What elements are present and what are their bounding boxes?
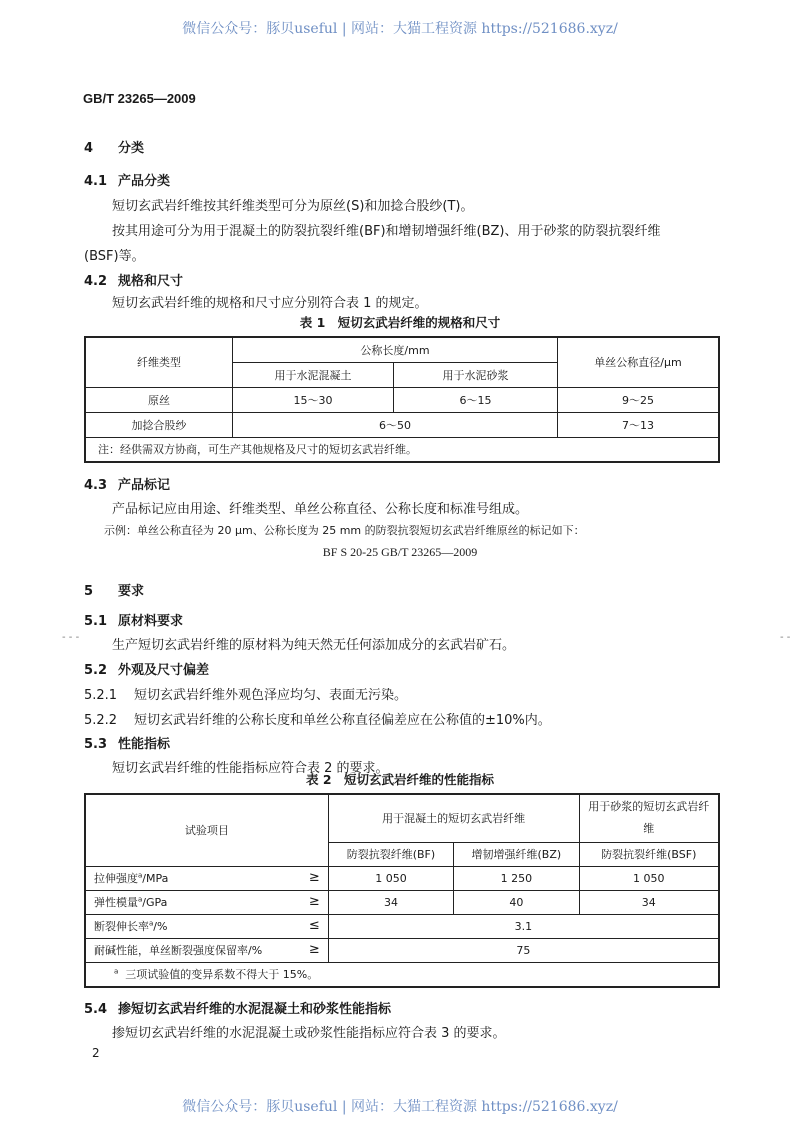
cell-type: 加捻合股纱 xyxy=(85,412,233,437)
table-1 xyxy=(84,336,720,463)
paragraph: 产品标记应由用途、纤维类型、单丝公称直径、公称长度和标准号组成。 xyxy=(112,502,529,517)
table-note: 注：经供需双方协商，可生产其他规格及尺寸的短切玄武岩纤维。 xyxy=(85,437,719,462)
comparison-operator: ≤ xyxy=(308,918,320,933)
section-title: 分类 xyxy=(118,141,145,156)
paragraph: 按其用途可分为用于混凝土的防裂抗裂纤维(BF)和增韧增强纤维(BZ)、用于砂浆的防裂抗裂纤维 xyxy=(112,224,661,239)
section-title: 外观及尺寸偏差 xyxy=(118,663,210,678)
cell-item xyxy=(85,890,328,914)
section-4-1-heading xyxy=(84,170,170,189)
comparison-operator: ≥ xyxy=(308,942,320,957)
section-title: 要求 xyxy=(118,584,145,599)
table-row xyxy=(85,412,719,437)
table-row xyxy=(85,890,719,914)
paragraph: 短切玄武岩纤维按其纤维类型可分为原丝(S)和加捻合股纱(T)。 xyxy=(112,199,474,214)
section-5-2-heading xyxy=(84,659,209,678)
example-mark: BF S 20-25 GB/T 23265—2009 xyxy=(322,545,478,559)
table-footnote xyxy=(85,962,719,987)
footnote-mark: a xyxy=(114,967,119,976)
comparison-operator: ≥ xyxy=(308,894,320,909)
section-5-3-heading xyxy=(84,733,170,752)
footnote-text: 三项试验值的变异系数不得大于 15%。 xyxy=(125,968,319,982)
section-title: 性能指标 xyxy=(118,737,171,752)
cell-bz: 40 xyxy=(454,890,579,914)
section-number: 4.1 xyxy=(84,174,108,189)
comparison-operator: ≥ xyxy=(308,870,320,885)
item-label: 耐碱性能，单丝断裂强度保留率/% xyxy=(94,944,263,957)
watermark-top: 微信公众号：豚贝useful | 网站：大猫工程资源 https://521686.xyz/ xyxy=(182,21,618,37)
cell-item xyxy=(85,914,328,938)
paragraph: (BSF)等。 xyxy=(84,249,145,264)
cell-bsf: 1 050 xyxy=(579,866,719,890)
section-number: 5 xyxy=(84,584,94,599)
clause-5-2-2 xyxy=(84,709,551,728)
footnote-ref: a xyxy=(138,895,143,904)
header-bsf: 防裂抗裂纤维(BSF) xyxy=(579,842,719,866)
section-4-3-heading xyxy=(84,474,170,493)
cell-bsf: 34 xyxy=(579,890,719,914)
item-unit: /GPa xyxy=(142,896,168,909)
section-number: 5.4 xyxy=(84,1002,108,1017)
section-5-4-heading xyxy=(84,998,391,1017)
paragraph: 生产短切玄武岩纤维的原材料为纯天然无任何添加成分的玄武岩矿石。 xyxy=(112,638,516,653)
section-4-2-heading xyxy=(84,270,183,289)
header-fiber-type: 纤维类型 xyxy=(85,337,233,387)
section-number: 5.2 xyxy=(84,663,108,678)
cell-bf: 1 050 xyxy=(328,866,453,890)
paragraph: 短切玄武岩纤维的规格和尺寸应分别符合表 1 的规定。 xyxy=(112,296,428,311)
header-mortar-group: 用于砂浆的短切玄武岩纤维 xyxy=(579,794,719,842)
section-title: 原材料要求 xyxy=(118,614,184,629)
example-text: 示例：单丝公称直径为 20 μm、公称长度为 25 mm 的防裂抗裂短切玄武岩纤维原丝的标记如下： xyxy=(104,524,585,537)
table-2 xyxy=(84,793,720,988)
cell-merged-value: 75 xyxy=(328,938,719,962)
header-bf: 防裂抗裂纤维(BF) xyxy=(328,842,453,866)
section-title: 规格和尺寸 xyxy=(118,274,184,289)
cell-merged-value: 3.1 xyxy=(328,914,719,938)
cell-diameter: 7～13 xyxy=(558,412,720,437)
cell-item xyxy=(85,866,328,890)
header-test-item: 试验项目 xyxy=(85,794,328,866)
footnote-ref: a xyxy=(138,871,143,880)
section-title: 产品分类 xyxy=(118,174,171,189)
clause-5-2-1 xyxy=(84,684,407,703)
section-5-heading xyxy=(84,580,144,599)
table-row xyxy=(85,866,719,890)
cell-mortar: 6～15 xyxy=(394,387,558,412)
section-number: 4.3 xyxy=(84,478,108,493)
section-number: 5.3 xyxy=(84,737,108,752)
clause-text: 短切玄武岩纤维外观色泽应均匀、表面无污染。 xyxy=(134,688,408,703)
section-5-1-heading xyxy=(84,610,183,629)
cell-diameter: 9～25 xyxy=(558,387,720,412)
header-nominal-length: 公称长度/mm xyxy=(233,337,558,362)
cell-bf: 34 xyxy=(328,890,453,914)
item-unit: /% xyxy=(153,920,168,933)
scan-mark: - - xyxy=(780,632,791,643)
section-title: 产品标记 xyxy=(118,478,171,493)
item-unit: /MPa xyxy=(142,872,169,885)
section-number: 4 xyxy=(84,141,94,156)
clause-number: 5.2.2 xyxy=(84,713,118,728)
clause-number: 5.2.1 xyxy=(84,688,118,703)
section-number: 5.1 xyxy=(84,614,108,629)
table-row xyxy=(85,914,719,938)
cell-length: 6～50 xyxy=(233,412,558,437)
paragraph: 短切玄武岩纤维的性能指标应符合表 2 的要求。 xyxy=(112,761,389,776)
cell-item xyxy=(85,938,328,962)
table-1-caption: 表 1 短切玄武岩纤维的规格和尺寸 xyxy=(299,315,501,330)
table-row xyxy=(85,938,719,962)
section-title: 掺短切玄武岩纤维的水泥混凝土和砂浆性能指标 xyxy=(118,1002,392,1017)
header-for-mortar: 用于水泥砂浆 xyxy=(394,362,558,387)
watermark-bottom: 微信公众号：豚贝useful | 网站：大猫工程资源 https://521686.xyz/ xyxy=(182,1099,618,1115)
clause-text: 短切玄武岩纤维的公称长度和单丝公称直径偏差应在公称值的±10%内。 xyxy=(134,713,551,728)
cell-type: 原丝 xyxy=(85,387,233,412)
scan-mark: - - - xyxy=(62,632,80,643)
section-number: 4.2 xyxy=(84,274,108,289)
header-bz: 增韧增强纤维(BZ) xyxy=(454,842,579,866)
header-diameter: 单丝公称直径/μm xyxy=(558,337,720,387)
header-for-concrete: 用于水泥混凝土 xyxy=(233,362,394,387)
paragraph: 掺短切玄武岩纤维的水泥混凝土或砂浆性能指标应符合表 3 的要求。 xyxy=(112,1026,506,1041)
cell-bz: 1 250 xyxy=(454,866,579,890)
footnote-ref: a xyxy=(149,919,154,928)
cell-concrete: 15～30 xyxy=(233,387,394,412)
item-label: 拉伸强度 xyxy=(94,872,138,885)
item-label: 断裂伸长率 xyxy=(94,920,149,933)
page-number: 2 xyxy=(92,1046,100,1060)
section-4-heading xyxy=(84,137,144,156)
header-concrete-group: 用于混凝土的短切玄武岩纤维 xyxy=(328,794,579,842)
table-2-caption: 表 2 短切玄武岩纤维的性能指标 xyxy=(305,772,495,787)
standard-number: GB/T 23265—2009 xyxy=(83,91,196,106)
item-label: 弹性模量 xyxy=(94,896,138,909)
table-row xyxy=(85,387,719,412)
